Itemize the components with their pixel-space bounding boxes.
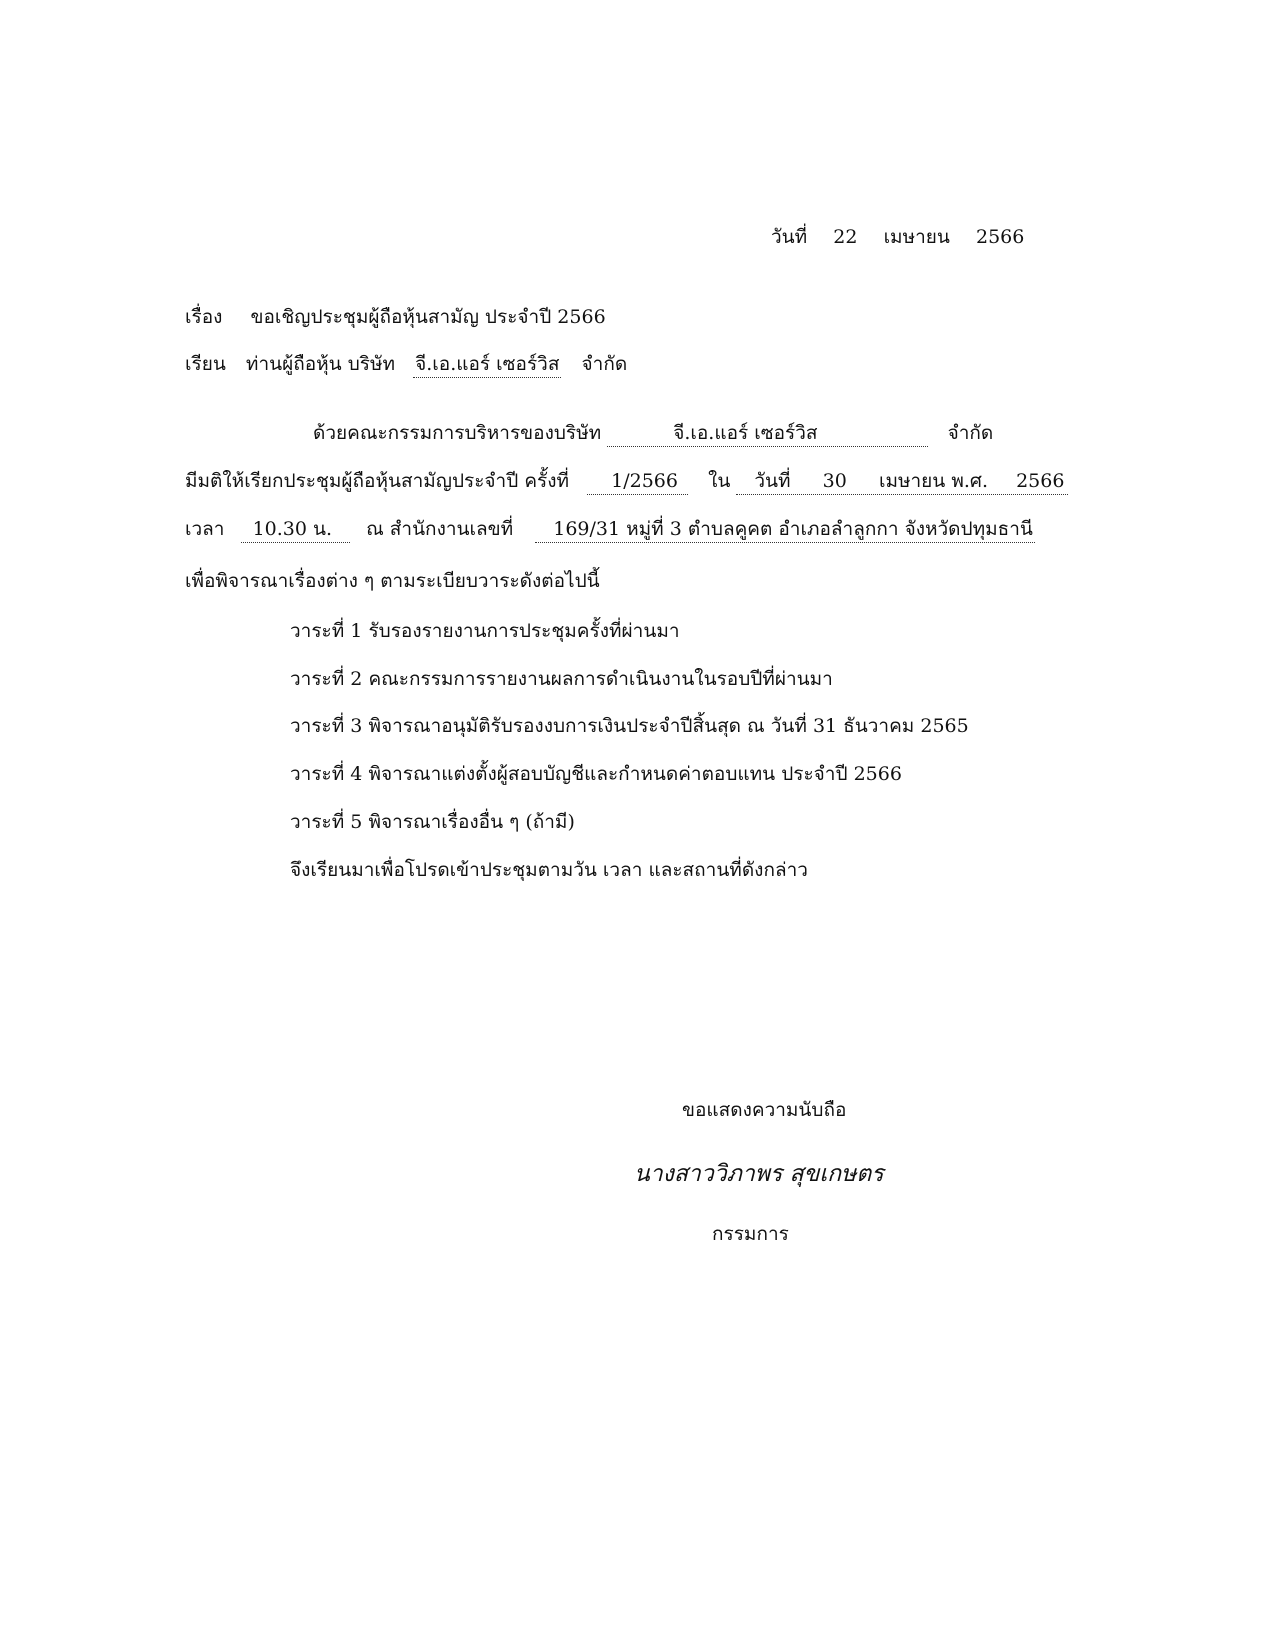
- meeting-date-field: [736, 472, 1068, 495]
- agenda-item: [290, 670, 833, 689]
- body-line-3: [185, 520, 1035, 543]
- meeting-location: 169/31 หมู่ที่ 3 ตำบลคูคต อำเภอลำลูกกา จังหวัดปทุมธานี: [553, 518, 1033, 540]
- body-company-field: [607, 424, 927, 447]
- body-line2-prefix: มีมติให้เรียกประชุมผู้ถือหุ้นสามัญประจำปี ครั้งที่: [185, 470, 570, 492]
- body-line1-suffix: จำกัด: [947, 422, 994, 444]
- agenda-item-3: วาระที่ 3 พิจารณาอนุมัติรับรองงบการเงินประจำปีสิ้นสุด ณ วันที่ 31 ธันวาคม 2565: [290, 715, 969, 737]
- body-line-1: [313, 424, 993, 447]
- agenda-item-2: วาระที่ 2 คณะกรรมการรายงานผลการดำเนินงานในรอบปีที่ผ่านมา: [290, 668, 833, 690]
- meeting-date-label: วันที่: [754, 470, 791, 492]
- location-label: ณ สำนักงานเลขที่: [366, 518, 514, 540]
- agenda-item-4: วาระที่ 4 พิจารณาแต่งตั้งผู้สอบบัญชีและกำหนดค่าตอบแทน ประจำปี 2566: [290, 763, 902, 785]
- date-year: 2566: [976, 226, 1025, 248]
- agenda-item: [290, 622, 680, 641]
- signature: [634, 1163, 884, 1186]
- meeting-year: 2566: [1016, 470, 1065, 492]
- meeting-day: 30: [822, 470, 847, 492]
- meeting-time-field: [241, 520, 350, 543]
- body-company-name: จี.เอ.แอร์ เซอร์วิส: [673, 422, 818, 444]
- in-label: ใน: [708, 470, 731, 492]
- meeting-number-field: [587, 472, 688, 495]
- agenda-item: [290, 765, 902, 784]
- recipient-line: [185, 355, 627, 378]
- recipient-prefix: ท่านผู้ถือหุ้น บริษัท: [245, 353, 396, 375]
- body-line-2: [185, 472, 1068, 495]
- agenda-item-5: วาระที่ 5 พิจารณาเรื่องอื่น ๆ (ถ้ามี): [290, 811, 575, 833]
- body-line-4: [185, 572, 600, 591]
- signer-title: กรรมการ: [712, 1223, 789, 1245]
- date-month: เมษายน: [883, 226, 950, 248]
- date-day: 22: [833, 226, 858, 248]
- date-line: [771, 228, 1024, 247]
- closing-text: จึงเรียนมาเพื่อโปรดเข้าประชุมตามวัน เวลา และสถานที่ดังกล่าว: [290, 859, 808, 881]
- meeting-time: 10.30 น.: [252, 518, 333, 540]
- signer-title-line: [712, 1225, 789, 1244]
- meeting-month: เมษายน พ.ศ.: [878, 470, 988, 492]
- meeting-location-field: [535, 520, 1035, 543]
- recipient-company-field: จี.เอ.แอร์ เซอร์วิส: [413, 355, 561, 378]
- body-line1-prefix: ด้วยคณะกรรมการบริหารของบริษัท: [313, 422, 602, 444]
- signature-name: นางสาววิภาพร สุขเกษตร: [634, 1161, 884, 1187]
- agenda-intro: เพื่อพิจารณาเรื่องต่าง ๆ ตามระเบียบวาระดังต่อไปนี้: [185, 570, 600, 592]
- subject-label: เรื่อง: [185, 306, 223, 328]
- recipient-suffix: จำกัด: [581, 353, 628, 375]
- agenda-item-1: วาระที่ 1 รับรองรายงานการประชุมครั้งที่ผ่านมา: [290, 620, 680, 642]
- closing-line: [290, 861, 808, 880]
- time-label: เวลา: [185, 518, 225, 540]
- date-label: วันที่: [771, 226, 808, 248]
- subject-text: ขอเชิญประชุมผู้ถือหุ้นสามัญ ประจำปี 2566: [250, 306, 606, 328]
- recipient-label: เรียน: [185, 353, 226, 375]
- agenda-item: [290, 717, 969, 736]
- agenda-item: [290, 813, 575, 832]
- meeting-number: 1/2566: [611, 470, 678, 492]
- regards-line: [682, 1101, 846, 1120]
- subject-line: [185, 308, 606, 327]
- regards-text: ขอแสดงความนับถือ: [682, 1099, 847, 1121]
